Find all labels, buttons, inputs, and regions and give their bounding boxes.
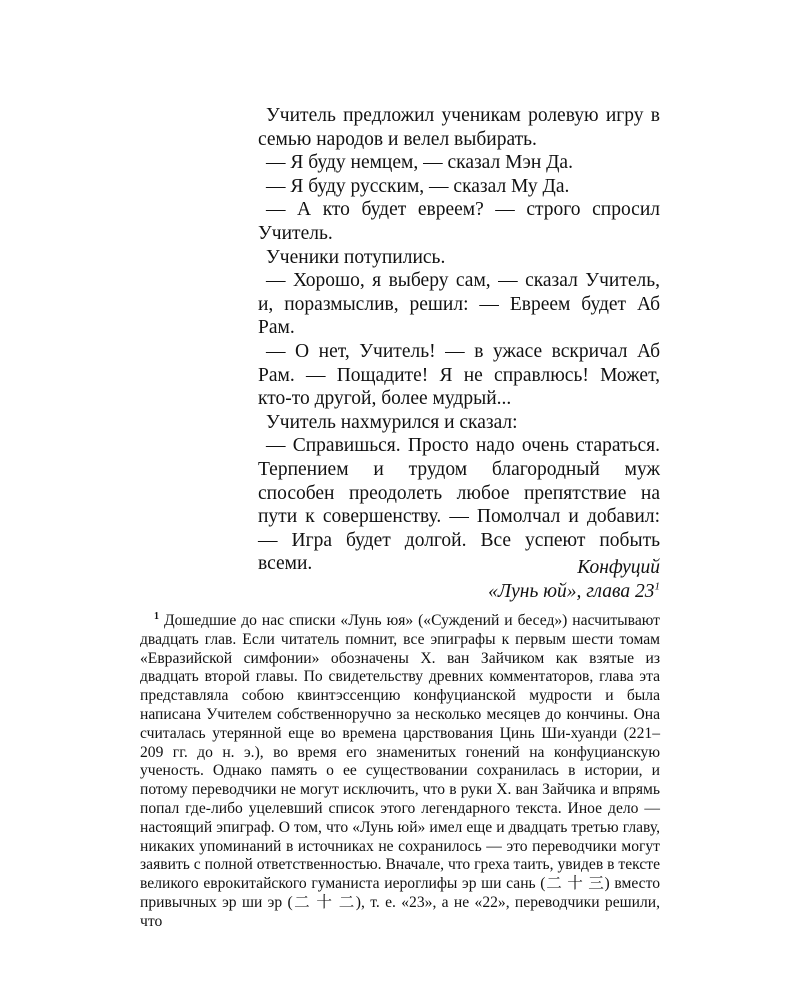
epigraph-paragraph: — О нет, Учитель! — в ужасе вскричал Аб Рам. — Пощадите! Я не справлюсь! Может, кто-то другой, более мудрый... (258, 340, 660, 410)
footnote-number: 1 (154, 610, 159, 622)
epigraph-paragraph: Учитель нахмурился и сказал: (266, 411, 518, 433)
footnote-paragraph (140, 612, 660, 932)
epigraph-paragraph: Ученики потупились. (266, 246, 446, 268)
attribution-source: «Лунь юй», глава 23 (488, 580, 655, 602)
epigraph-paragraph: — Справишься. Просто надо очень стараться. Терпением и трудом благородный муж способен преодолеть любое препятствие на пути к совершенству. — Помолчал и добавил: — Игра будет долгой. Все успеют побыть всеми. (258, 435, 660, 575)
epigraph-paragraph: — А кто будет евреем? — строго спросил Учитель. (258, 199, 660, 244)
footnote (140, 612, 660, 932)
attribution-author: Конфуций (577, 557, 660, 578)
footnote-reference-mark: 1 (654, 580, 660, 593)
attribution-source-line (258, 580, 660, 604)
epigraph-paragraph: — Я буду русским, — сказал Му Да. (266, 175, 570, 197)
epigraph-paragraph: — Я буду немцем, — сказал Мэн Да. (266, 152, 573, 174)
footnote-text: Дошедшие до нас списки «Лунь юя» («Суждений и бесед») насчитывают двадцать глав. Если читатель помнит, все эпиграфы к первым шести томам «Евразийской симфонии» обозначены Х. ван Зайчиком как взятые из двадцать второй главы. По свидетельству древних комментаторов, глава эта представляла собою квинтэссенцию конфуцианской мудрости и была написана Учителем собственноручно за несколько месяцев до кончины. Она считалась утерянной еще во времена царствования Цинь Ши-хуанди (221–209 гг. до н. э.), во время его знаменитых гонений на конфуцианскую ученость. Однако память о ее существовании сохранилась в истории, и потому переводчики не могут исключить, что в руки Х. ван Зайчика и впрямь попал где-либо уцелевший список этого легендарного текста. Иное дело — настоящий эпиграф. О том, что «Лунь юй» имел еще и двадцать третью главу, никаких упоминаний в источниках не сохранилось — это переводчики могут заявить с полной ответственностью. Вначале, что греха таить, увидев в тексте великого еврокитайского гуманиста иероглифы эр ши сань (二 十 三) вместо привычных эр ши эр (二 十 二), т. е. «23», а не «22», переводчики решили, что (140, 612, 660, 930)
epigraph-text (258, 104, 660, 576)
epigraph-attribution (258, 556, 660, 603)
epigraph-paragraph: — Хорошо, я выберу сам, — сказал Учитель, и, поразмыслив, решил: — Евреем будет Аб Рам. (258, 270, 660, 339)
epigraph-paragraph: Учитель предложил ученикам ролевую игру в семью народов и велел выбирать. (258, 105, 660, 150)
